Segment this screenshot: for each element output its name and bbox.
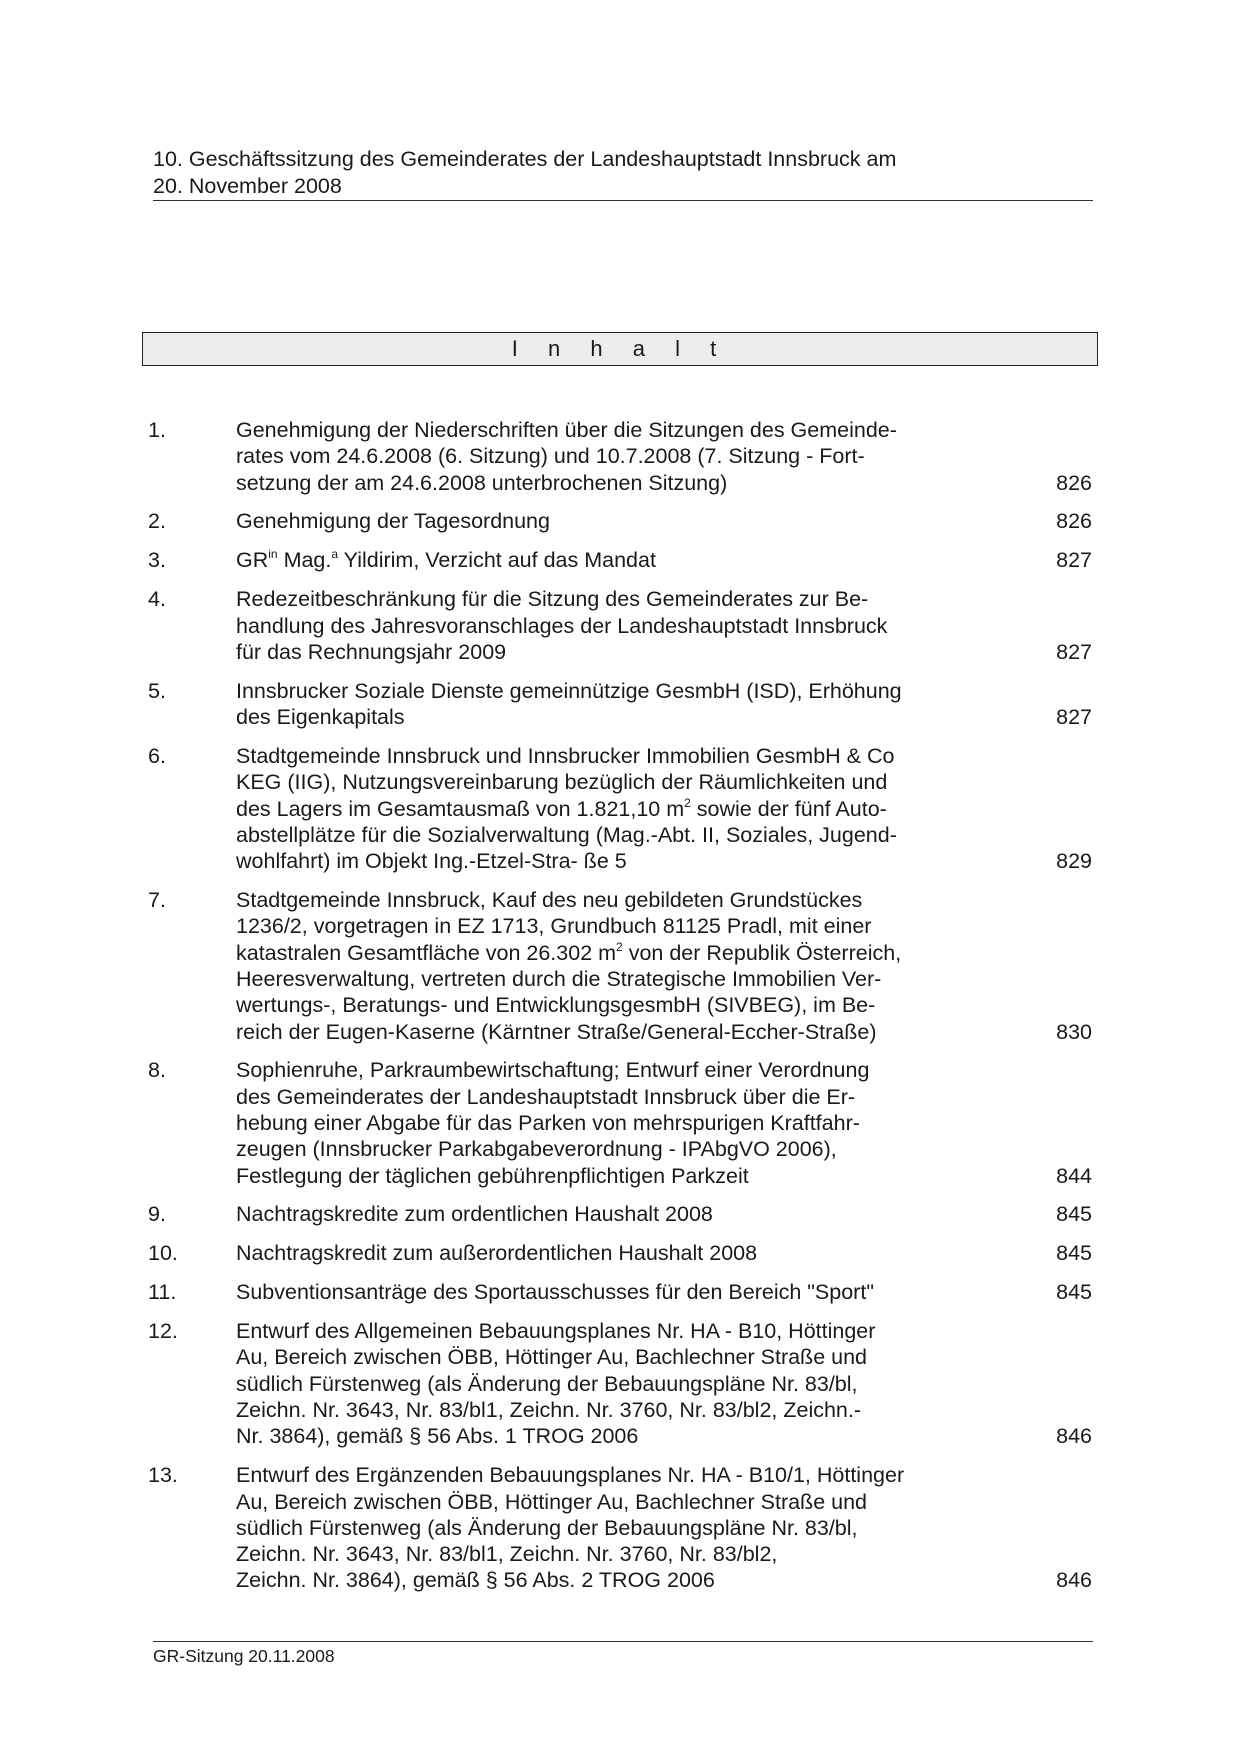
toc-entry-number: 4. — [148, 587, 166, 612]
toc-entry-title: Sophienruhe, Parkraumbewirtschaftung; Entwurf einer Verordnung des Gemeinderates der Landeshauptstadt Innsbruck über die Er- hebung einer Abgabe für das Parken von mehrspurigen Kraftfahr- zeugen (Innsbrucker Parkabgabeverordnung - IPAbgVO 2006), Festlegung der täglichen gebührenpflichtigen Parkzeit — [236, 1058, 870, 1188]
toc-entry-title: Nachtragskredite zum ordentlichen Haushalt 2008 — [236, 1202, 713, 1227]
toc-entry-12[interactable] — [148, 1318, 1092, 1449]
toc-entry-number: 13. — [148, 1463, 178, 1488]
toc-entry-page: 845 — [1056, 1202, 1092, 1227]
toc-entry-11[interactable] — [148, 1279, 1092, 1305]
toc-entry-3[interactable] — [148, 547, 1092, 573]
toc-entry-8[interactable] — [148, 1057, 1092, 1188]
toc-entry-title: Innsbrucker Soziale Dienste gemeinnützige GesmbH (ISD), Erhöhung des Eigenkapitals — [236, 678, 902, 730]
toc-entry-page: 830 — [1056, 1019, 1092, 1044]
toc-entry-page: 846 — [1056, 1424, 1092, 1449]
toc-entry-title: $GR^{in}$ Mag.$^a$ Yildirim, Verzicht auf das Mandat — [236, 547, 656, 573]
toc-entry-number: 11. — [148, 1280, 177, 1305]
toc-entry-number: 12. — [148, 1319, 178, 1344]
table-of-contents — [148, 417, 1092, 1606]
toc-entry-page: 827 — [1056, 639, 1092, 664]
toc-entry-number: 6. — [148, 743, 166, 768]
contents-heading: I n h a l t — [142, 332, 1098, 366]
toc-entry-title: Genehmigung der Niederschriften über die Sitzungen des Gemeinde- rates vom 24.6.2008 (6. Sitzung) und 10.7.2008 (7. Sitzung - Fort- setzung der am 24.6.2008 unterbrochenen Sitzung) — [236, 418, 897, 495]
toc-entry-number: 5. — [148, 678, 166, 703]
toc-entry-number: 10. — [148, 1241, 178, 1266]
toc-entry-4[interactable] — [148, 586, 1092, 665]
toc-entry-title: Genehmigung der Tagesordnung — [236, 509, 550, 534]
toc-entry-number: 7. — [148, 888, 166, 913]
toc-entry-page: 845 — [1056, 1280, 1092, 1305]
toc-entry-title: Nachtragskredit zum außerordentlichen Haushalt 2008 — [236, 1241, 758, 1266]
toc-entry-5[interactable] — [148, 678, 1092, 731]
toc-entry-number: 8. — [148, 1058, 166, 1083]
toc-entry-number: 2. — [148, 509, 166, 534]
toc-entry-page: 829 — [1056, 849, 1092, 874]
toc-entry-7[interactable] — [148, 887, 1092, 1045]
toc-entry-title: Stadtgemeinde Innsbruck und Innsbrucker Immobilien GesmbH & Co KEG (IIG), Nutzungsvereinbarung bezüglich der Räumlichkeiten und des Lagers im Gesamtausmaß von 1.821,10 $m^2$ sowie der fünf Auto- abstellplätze für die Sozialverwaltung (Mag.-Abt. II, Soziales, Jugend- wohlfahrt) im Objekt Ing.-Etzel-Stra- ße 5 — [236, 743, 897, 874]
toc-entry-page: 827 — [1056, 705, 1092, 730]
toc-entry-number: 9. — [148, 1202, 166, 1227]
toc-entry-page: 844 — [1056, 1163, 1092, 1188]
toc-entry-page: 827 — [1056, 548, 1092, 573]
toc-entry-2[interactable] — [148, 508, 1092, 534]
toc-entry-page: 845 — [1056, 1241, 1092, 1266]
toc-entry-title: Redezeitbeschränkung für die Sitzung des Gemeinderates zur Be- handlung des Jahresvoranschlages der Landeshauptstadt Innsbruck für das Rechnungsjahr 2009 — [236, 587, 888, 664]
toc-entry-title: Entwurf des Ergänzenden Bebauungsplanes Nr. HA - B10/1, Höttinger Au, Bereich zwischen ÖBB, Höttinger Au, Bachlechner Straße und südlich Fürstenweg (als Änderung der Bebauungspläne Nr. 83/bl, Zeichn. Nr. 3643, Nr. 83/bl1, Zeichn. Nr. 3760, Nr. 83/bl2, Zeichn. Nr. 3864), gemäß § 56 Abs. 2 TROG 2006 — [236, 1463, 905, 1593]
toc-entry-page: 826 — [1056, 509, 1092, 534]
header-line-2: 20. November 2008 — [153, 174, 342, 198]
toc-entry-title: Subventionsanträge des Sportausschusses für den Bereich "Sport" — [236, 1280, 874, 1305]
toc-entry-9[interactable] — [148, 1201, 1092, 1227]
toc-entry-1[interactable] — [148, 417, 1092, 496]
toc-entry-page: 846 — [1056, 1568, 1092, 1593]
toc-entry-number: 3. — [148, 548, 166, 573]
toc-entry-title: Entwurf des Allgemeinen Bebauungsplanes Nr. HA - B10, Höttinger Au, Bereich zwischen ÖBB, Höttinger Au, Bachlechner Straße und südlich Fürstenweg (als Änderung der Bebauungspläne Nr. 83/bl, Zeichn. Nr. 3643, Nr. 83/bl1, Zeichn. Nr. 3760, Nr. 83/bl2, Zeichn.- Nr. 3864), gemäß § 56 Abs. 1 TROG 2006 — [236, 1319, 876, 1449]
toc-entry-title: Stadtgemeinde Innsbruck, Kauf des neu gebildeten Grundstückes 1236/2, vorgetragen in EZ 1713, Grundbuch 81125 Pradl, mit einer katastralen Gesamtfläche von 26.302 $m^2$ von der Republik Österreich, Heeresverwaltung, vertreten durch die Strategische Immobilien Ver- wertungs-, Beratungs- und EntwicklungsgesmbH (SIVBEG), im Be- reich der Eugen-Kaserne (Kärntner Straße/General-Eccher-Straße) — [236, 888, 902, 1044]
toc-entry-10[interactable] — [148, 1240, 1092, 1266]
toc-entry-13[interactable] — [148, 1462, 1092, 1593]
header-line-1: 10. Geschäftssitzung des Gemeinderates der Landeshauptstadt Innsbruck am — [153, 147, 897, 171]
document-header — [153, 146, 1093, 201]
toc-entry-page: 826 — [1056, 470, 1092, 495]
toc-entry-6[interactable] — [148, 743, 1092, 874]
page-footer: GR-Sitzung 20.11.2008 — [153, 1641, 1093, 1667]
toc-entry-number: 1. — [148, 418, 166, 442]
